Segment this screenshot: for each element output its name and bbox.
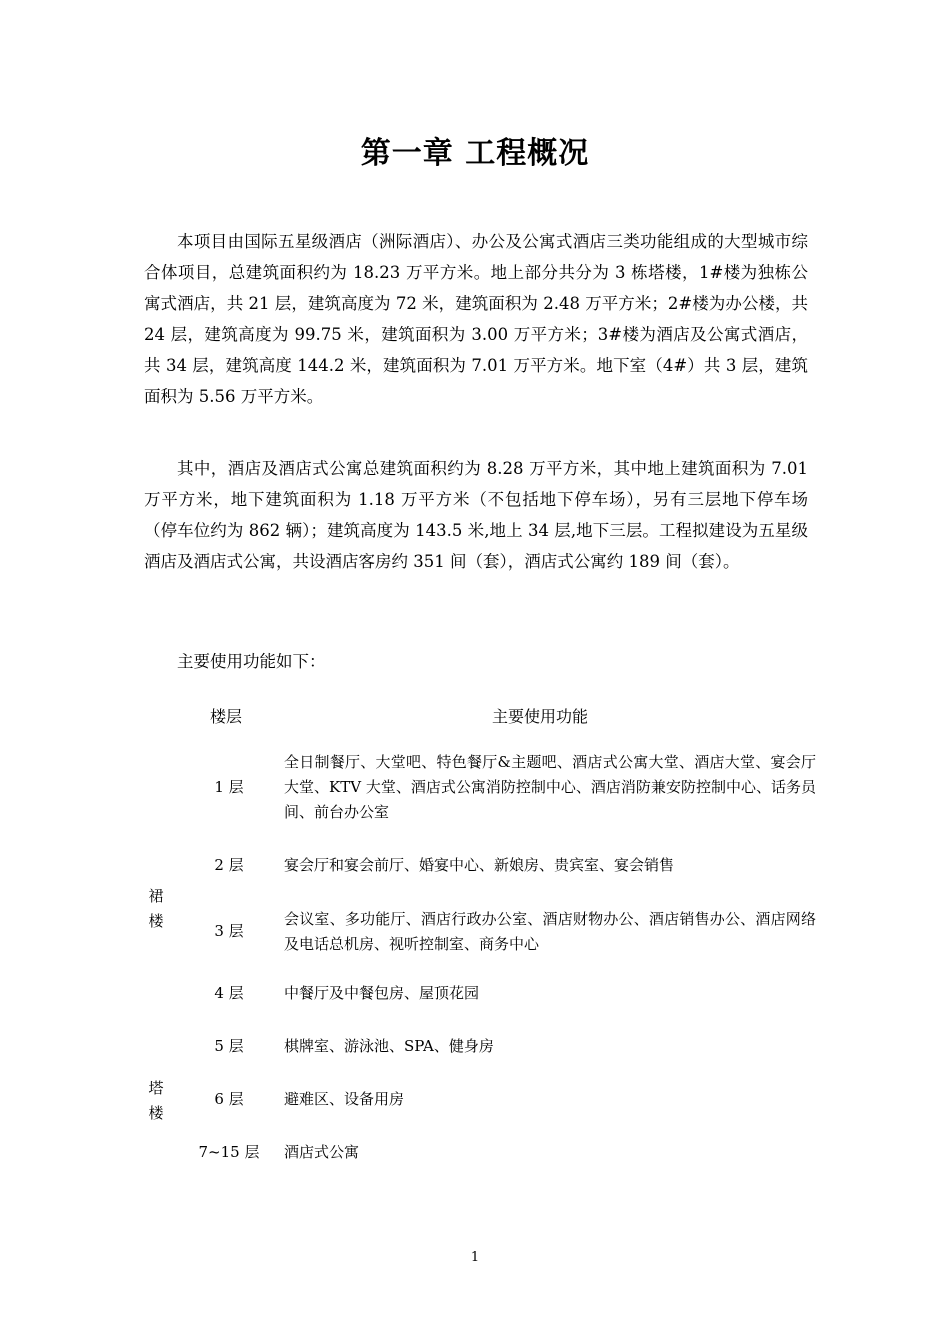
function-cell: 会议室、多功能厅、酒店行政办公室、酒店财物办公、酒店销售办公、酒店网络及电话总机房、视听控制室、商务中心 — [284, 910, 816, 953]
function-cell: 避难区、设备用房 — [284, 1090, 405, 1108]
floor-cell: 2 层 — [214, 856, 244, 874]
table-header-function: 主要使用功能 — [492, 707, 589, 726]
floor-cell: 6 层 — [214, 1090, 244, 1108]
floor-cell: 3 层 — [214, 922, 244, 940]
table-header-floor: 楼层 — [210, 707, 243, 726]
function-cell: 宴会厅和宴会前厅、婚宴中心、新娘房、贵宾室、宴会销售 — [284, 856, 675, 874]
paragraph-functions-intro: 主要使用功能如下： — [177, 652, 326, 671]
page-number: 1 — [470, 1250, 480, 1265]
chapter-title: 第一章 工程概况 — [360, 136, 590, 171]
paragraph-hotel-details: 其中，酒店及酒店式公寓总建筑面积约为 8.28 万平方米，其中地上建筑面积为 7.01 万平方米，地下建筑面积为 1.18 万平方米（不包括地下停车场），另有三层地下停车场（停车位约为 862 辆）；建筑高度为 143.5 米,地上 34 层,地下三层。工程拟建设为五星级酒店及酒店式公寓，共设酒店客房约 351 间（套），酒店式公寓约 189 间（套）。 — [144, 459, 808, 571]
floor-cell: 4 层 — [214, 984, 244, 1002]
function-cell: 棋牌室、游泳池、SPA、健身房 — [284, 1037, 494, 1055]
function-cell: 中餐厅及中餐包房、屋顶花园 — [284, 984, 480, 1002]
floor-cell: 1 层 — [214, 778, 244, 796]
function-cell: 全日制餐厅、大堂吧、特色餐厅&主题吧、酒店式公寓大堂、酒店大堂、宴会厅大堂、KTV 大堂、酒店式公寓消防控制中心、酒店消防兼安防控制中心、话务员间、前台办公室 — [284, 753, 816, 821]
function-cell: 酒店式公寓 — [284, 1143, 360, 1161]
floor-cell: 5 层 — [214, 1037, 244, 1055]
group-label-podium: 裙 楼 — [148, 887, 164, 930]
group-label-tower: 塔 楼 — [148, 1079, 164, 1122]
function-table — [140, 696, 820, 1176]
floor-cell: 7~15 层 — [198, 1143, 260, 1161]
paragraph-overview: 本项目由国际五星级酒店（洲际酒店）、办公及公寓式酒店三类功能组成的大型城市综合体项目，总建筑面积约为 18.23 万平方米。地上部分共分为 3 栋塔楼，1#楼为独栋公寓式酒店，共 21 层，建筑高度为 72 米，建筑面积为 2.48 万平方米；2#楼为办公楼，共 24 层，建筑高度为 99.75 米，建筑面积为 3.00 万平方米；3#楼为酒店及公寓式酒店，共 34 层，建筑高度 144.2 米，建筑面积为 7.01 万平方米。地下室（4#）共 3 层，建筑面积为 5.56 万平方米。 — [144, 232, 808, 406]
